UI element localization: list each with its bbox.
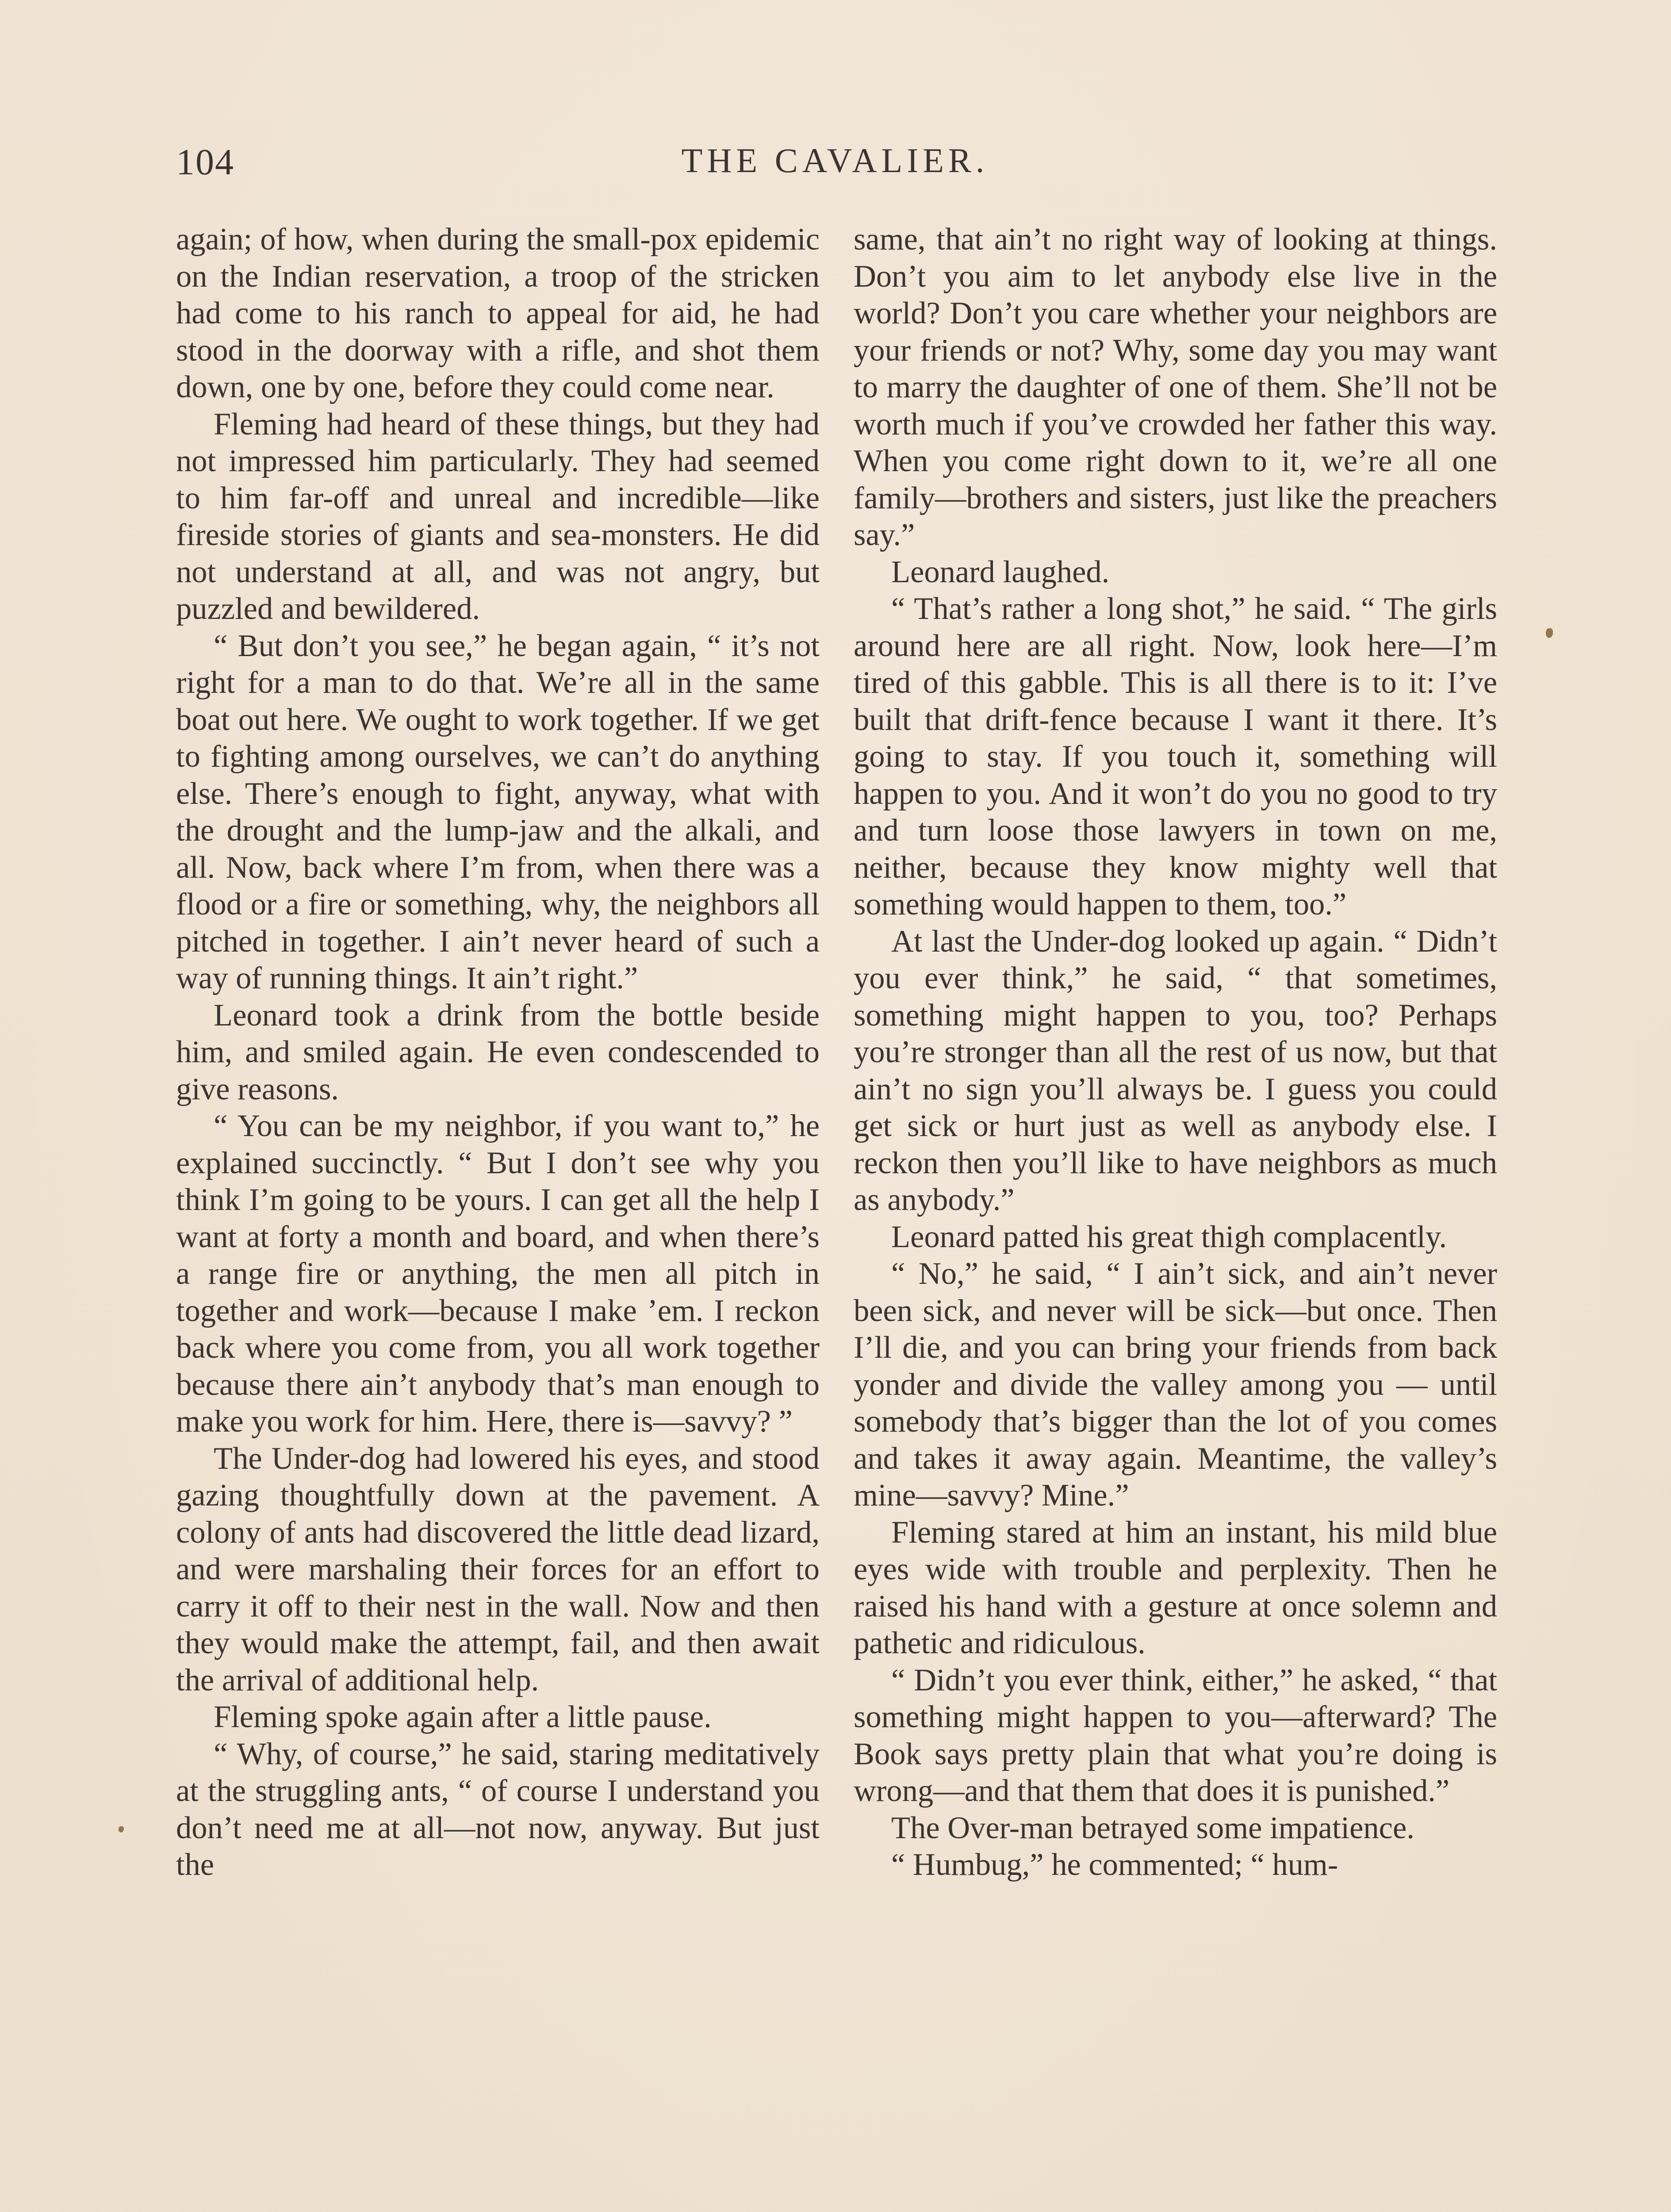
paragraph: “ You can be my neighbor, if you want to,” he explained succinctly. “ But I don’t see why you think I’m going to be yours. I can get all the help I want at forty a month and board, and when there’s a range fire or anything, the men all pitch in together and work—because I make ’em. I reckon back where you come from, you all work together because there ain’t anybody that’s man enough to make you work for him. Here, there is—savvy? ” (176, 1109, 820, 1439)
paragraph: “ No,” he said, “ I ain’t sick, and ain’t never been sick, and never will be sick—but once. Then I’ll die, and you can bring your friends from back yonder and divide the valley among you — until somebody that’s bigger than the lot of you comes and takes it away again. Meantime, the valley’s mine—savvy? Mine.” (854, 1256, 1497, 1513)
paragraph: “ Why, of course,” he said, staring meditatively at the struggling ants, “ of course I understand you don’t need me at all—not now, anyway. But just the (176, 1736, 820, 1882)
paragraph: Leonard patted his great thigh complacently. (891, 1219, 1447, 1254)
right-column (854, 221, 1497, 1884)
paragraph: Fleming spoke again after a little pause. (214, 1700, 712, 1734)
paragraph: “ Humbug,” he commented; “ hum- (891, 1847, 1338, 1882)
paragraph: The Under-dog had lowered his eyes, and stood gazing thoughtfully down at the pavement. A colony of ants had discovered the little dead lizard, and were marshaling their forces for an effort to carry it off to their nest in the wall. Now and then they would make the attempt, fail, and then await the arrival of additional help. (176, 1441, 820, 1697)
paragraph: “ Didn’t you ever think, either,” he asked, “ that something might happen to you—afterward? The Book says pretty plain that what you’re doing is wrong—and that them that does it is punished.” (854, 1663, 1497, 1808)
paragraph: Fleming stared at him an instant, his mild blue eyes wide with trouble and perplexity. Then he raised his hand with a gesture at once solemn and pathetic and ridiculous. (854, 1515, 1497, 1660)
page-header (176, 141, 1494, 185)
left-column (176, 221, 820, 1884)
paragraph: same, that ain’t no right way of looking at things. Don’t you aim to let anybody else live in the world? Don’t you care whether your neighbors are your friends or not? Why, some day you may want to marry the daughter of one of them. She’ll not be worth much if you’ve crowded her father this way. When you come right down to it, we’re all one family—brothers and sisters, just like the preachers say.” (854, 222, 1497, 552)
running-head: THE CAVALIER. (681, 141, 989, 180)
ink-speck (119, 1826, 124, 1832)
ink-speck (1546, 628, 1553, 638)
paragraph: Fleming had heard of these things, but they had not impressed him particularly. They had seemed to him far-off and unreal and incredible—like fireside stories of giants and sea-monsters. He did not understand at all, and was not angry, but puzzled and bewildered. (176, 407, 820, 626)
paragraph: “ But don’t you see,” he began again, “ it’s not right for a man to do that. We’re all in the same boat out here. We ought to work together. If we get to fighting among ourselves, we can’t do anything else. There’s enough to fight, anyway, what with the drought and the lump-jaw and the alkali, and all. Now, back where I’m from, when there was a flood or a fire or something, why, the neighbors all pitched in together. I ain’t never heard of such a way of running things. It ain’t right.” (176, 628, 820, 995)
page-number: 104 (176, 142, 234, 183)
paragraph: The Over-man betrayed some impatience. (891, 1810, 1414, 1845)
paragraph: “ That’s rather a long shot,” he said. “ The girls around here are all right. Now, look here—I’m tired of this gabble. This is all there is to it: I’ve built that drift-fence because I want it there. It’s going to stay. If you touch it, something will happen to you. And it won’t do you no good to try and turn loose those lawyers in town on me, neither, because they know mighty well that something would happen to them, too.” (854, 591, 1497, 922)
paragraph: again; of how, when during the small-pox epidemic on the Indian reservation, a troop of the stricken had come to his ranch to appeal for aid, he had stood in the doorway with a rifle, and shot them down, one by one, before they could come near. (176, 222, 820, 404)
paragraph: Leonard took a drink from the bottle beside him, and smiled again. He even condescended to give reasons. (176, 998, 820, 1106)
paragraph: At last the Under-dog looked up again. “ Didn’t you ever think,” he said, “ that sometimes, something might happen to you, too? Perhaps you’re stronger than all the rest of us now, but that ain’t no sign you’ll always be. I guess you could get sick or hurt just as well as anybody else. I reckon then you’ll like to have neighbors as much as anybody.” (854, 924, 1497, 1217)
paragraph: Leonard laughed. (891, 554, 1110, 589)
